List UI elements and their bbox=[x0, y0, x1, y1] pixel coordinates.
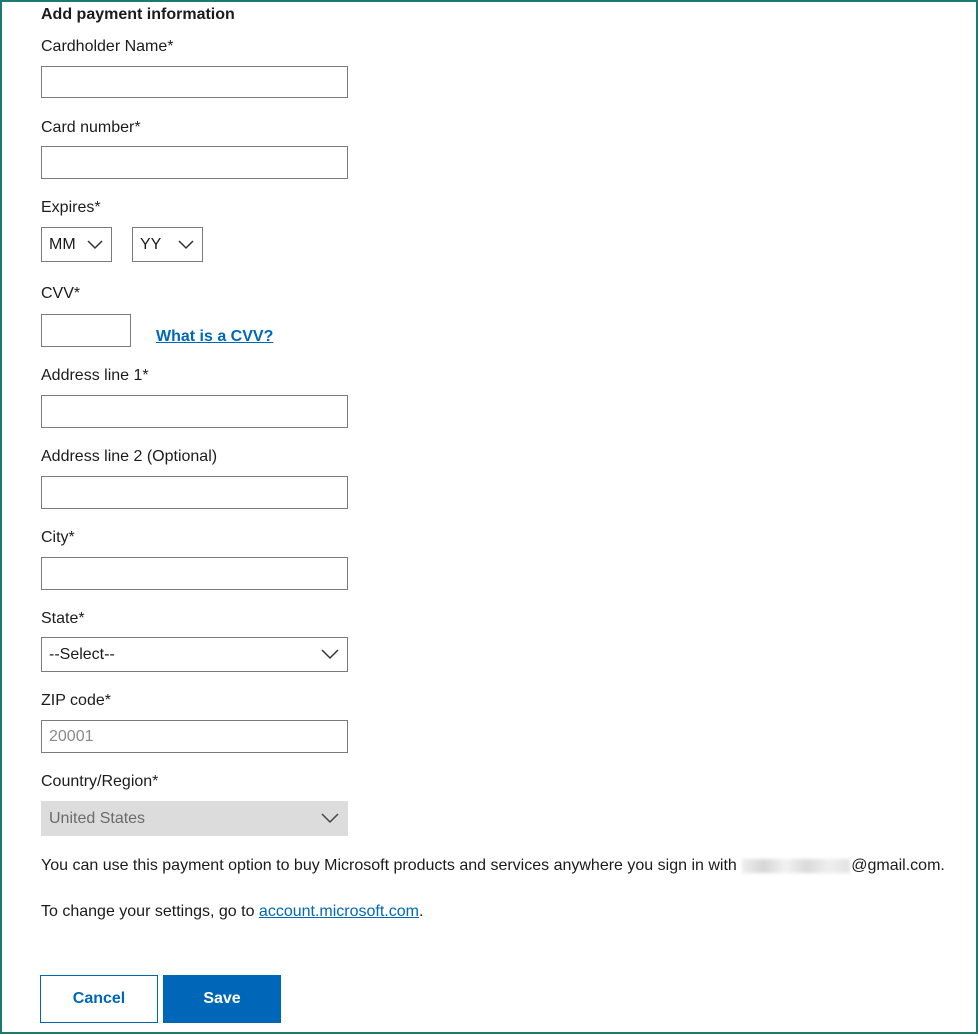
settings-text bbox=[41, 903, 423, 921]
card-number-label: Card number* bbox=[41, 119, 141, 136]
cvv-label: CVV* bbox=[41, 285, 81, 302]
expiry-month-select[interactable] bbox=[41, 227, 112, 262]
payment-usage-text bbox=[41, 857, 945, 875]
city-input[interactable] bbox=[41, 557, 348, 590]
zip-code-label: ZIP code* bbox=[41, 692, 111, 709]
cardholder-name-input[interactable] bbox=[41, 66, 348, 98]
chevron-down-icon bbox=[87, 240, 103, 250]
payment-usage-text-start: You can use this payment option to buy Microsoft products and services anywhere you sign in with bbox=[41, 857, 737, 874]
what-is-cvv-link[interactable]: What is a CVV? bbox=[156, 328, 274, 345]
chevron-down-icon bbox=[178, 240, 194, 250]
zip-code-input[interactable] bbox=[41, 720, 348, 753]
country-region-select bbox=[41, 801, 348, 836]
address-line-1-input[interactable] bbox=[41, 395, 348, 428]
expiry-year-select[interactable] bbox=[132, 227, 203, 262]
cardholder-name-label: Cardholder Name* bbox=[41, 38, 174, 55]
state-select-value: --Select-- bbox=[49, 645, 115, 663]
state-label: State* bbox=[41, 610, 85, 627]
cancel-button[interactable]: Cancel bbox=[40, 975, 158, 1023]
country-region-label: Country/Region* bbox=[41, 773, 159, 790]
state-select[interactable] bbox=[41, 637, 348, 672]
address-line-1-label: Address line 1* bbox=[41, 367, 149, 384]
redacted-email-username bbox=[742, 859, 850, 873]
settings-text-end: . bbox=[418, 903, 424, 920]
expiry-month-value: MM bbox=[49, 235, 76, 253]
country-region-value: United States bbox=[49, 809, 146, 827]
expires-label: Expires* bbox=[41, 199, 101, 216]
account-microsoft-link[interactable]: account.microsoft.com bbox=[258, 903, 419, 920]
form-title: Add payment information bbox=[41, 6, 235, 23]
expiry-year-value: YY bbox=[140, 235, 162, 253]
settings-text-start: To change your settings, go to bbox=[41, 903, 259, 920]
card-number-input[interactable] bbox=[41, 146, 348, 179]
email-domain-text: @gmail.com. bbox=[851, 857, 945, 874]
address-line-2-input[interactable] bbox=[41, 476, 348, 509]
city-label: City* bbox=[41, 529, 75, 546]
save-button[interactable]: Save bbox=[163, 975, 281, 1023]
address-line-2-label: Address line 2 (Optional) bbox=[41, 448, 218, 465]
chevron-down-icon bbox=[321, 813, 339, 824]
cvv-input[interactable] bbox=[41, 314, 131, 347]
chevron-down-icon bbox=[321, 649, 339, 660]
